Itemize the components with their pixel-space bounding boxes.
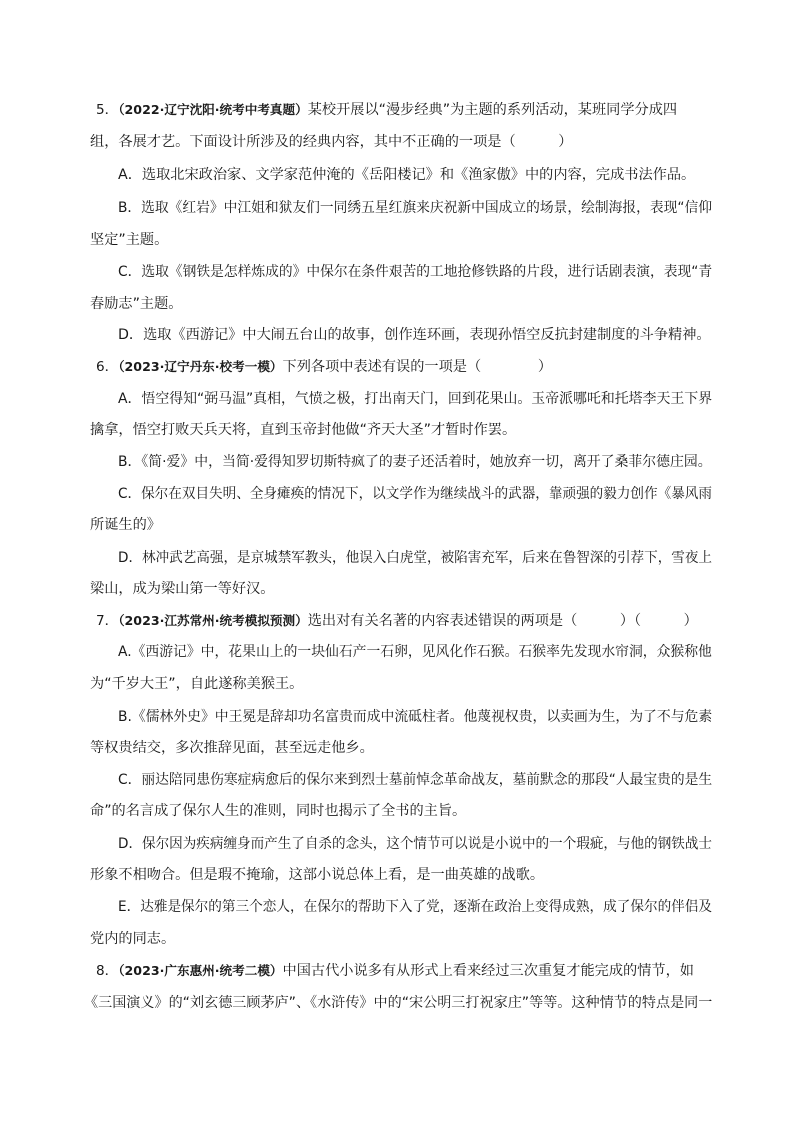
question-6-option-d-cont: 梁山，成为梁山第一等好汉。 (90, 581, 275, 597)
question-7-option-c: C．丽达陪同患伤寒症病愈后的保尔来到烈士墓前悼念革命战友，墓前默念的那段“人最宝贵的是生 (118, 772, 713, 788)
question-number: 5． (96, 102, 119, 118)
question-5-option-b-cont: 坚定”主题。 (90, 232, 169, 248)
question-6-option-c-cont: 所诞生的》 (90, 517, 161, 533)
question-5-option-c: C．选取《钢铁是怎样炼成的》中保尔在条件艰苦的工地抢修铁路的片段，进行话剧表演，表现“青 (118, 264, 713, 280)
question-source: （2023·江苏常州·统考模拟预测） (118, 613, 308, 628)
question-6-option-c: C．保尔在双目失明、全身瘫痪的情况下，以文学作为继续战斗的武器，靠顽强的毅力创作《暴风雨 (118, 486, 713, 502)
question-5-line-1 (96, 100, 677, 120)
question-7-line-1 (96, 611, 698, 631)
question-5-option-d: D．选取《西游记》中大闹五台山的故事，创作连环画，表现孙悟空反抗封建制度的斗争精神。 (118, 327, 711, 343)
question-stem: 下列各项中表述有误的一项是（ ） (282, 359, 553, 375)
question-7-option-b-cont: 等权贵结交，多次推辞见面，甚至远走他乡。 (90, 740, 374, 756)
question-number: 8． (96, 963, 119, 979)
question-6-option-b: B．《简·爱》中，当简·爱得知罗切斯特疯了的妻子还活着时，她放弃一切，离开了桑菲尔德庄园。 (118, 454, 712, 470)
question-7-option-a-cont: 为“千岁大王”，自此遂称美猴王。 (90, 676, 304, 692)
question-7-option-e: E．达雅是保尔的第三个恋人，在保尔的帮助下入了党，逐渐在政治上变得成熟，成了保尔的伴侣及 (118, 899, 713, 915)
question-source: （2023·辽宁丹东·校考一模） (118, 359, 283, 374)
question-8-line-1 (96, 961, 694, 981)
question-6-option-a-cont: 擒拿，悟空打败天兵天将，直到玉帝封他做“齐天大圣”才暂时作罢。 (90, 422, 517, 438)
question-7-option-b: B.《儒林外史》中王冕是辞却功名富贵而成中流砥柱者。他蔑视权贵，以卖画为生，为了不与危素 (118, 709, 713, 725)
question-6-line-1 (96, 357, 552, 377)
question-7-option-a: A.《西游记》中，花果山上的一块仙石产一石卵，见风化作石猴。石猴率先发现水帘洞，众猴称他 (118, 644, 712, 660)
question-5-line-2: 组，各展才艺。下面设计所涉及的经典内容，其中不正确的一项是（ ） (90, 134, 573, 150)
question-stem: 某校开展以“漫步经典”为主题的系列活动，某班同学分成四 (307, 102, 678, 118)
question-5-option-b: B．选取《红岩》中江姐和狱友们一同绣五星红旗来庆祝新中国成立的场景，绘制海报，表现“信仰 (118, 200, 712, 216)
question-7-option-c-cont: 命”的名言成了保尔人生的准则，同时也揭示了全书的主旨。 (90, 803, 467, 819)
question-6-option-d: D．林冲武艺高强，是京城禁军教头，他误入白虎堂，被陷害充军，后来在鲁智深的引荐下，雪夜上 (118, 550, 712, 566)
question-7-option-e-cont: 党内的同志。 (90, 931, 176, 947)
question-8-line-2: 《三国演义》的“刘玄德三顾茅庐”、《水浒传》中的“宋公明三打祝家庄”等等。这种情节的特点是同一 (84, 995, 713, 1011)
question-number: 7． (96, 613, 119, 629)
question-stem: 中国古代小说多有从形式上看来经过三次重复才能完成的情节，如 (282, 963, 694, 979)
question-6-option-a: A．悟空得知“弼马温”真相，气愤之极，打出南天门，回到花果山。玉帝派哪吒和托塔李天王下界 (118, 391, 713, 407)
question-5-option-a: A．选取北宋政治家、文学家范仲淹的《岳阳楼记》和《渔家傲》中的内容，完成书法作品。 (118, 167, 696, 183)
question-number: 6． (96, 359, 119, 375)
question-source: （2023·广东惠州·统考二模） (118, 963, 283, 978)
question-stem: 选出对有关名著的内容表述错误的两项是（ ）（ ） (307, 613, 698, 629)
question-source: （2022·辽宁沈阳·统考中考真题） (118, 102, 308, 117)
question-7-option-d-cont: 形象不相吻合。但是瑕不掩瑜，这部小说总体上看，是一曲英雄的战歌。 (90, 867, 545, 883)
question-7-option-d: D．保尔因为疾病缠身而产生了自杀的念头，这个情节可以说是小说中的一个瑕疵，与他的钢铁战士 (118, 836, 712, 852)
question-5-option-c-cont: 春励志”主题。 (90, 296, 183, 312)
